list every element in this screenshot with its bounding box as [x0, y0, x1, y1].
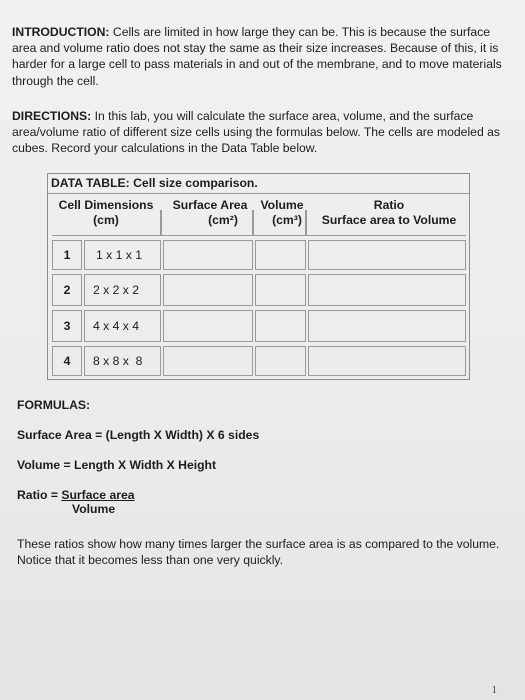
- table-row-4-num: 4: [63, 354, 71, 368]
- header-surface-area-unit: (cm²): [208, 213, 238, 227]
- formula-ratio-denominator: Volume: [72, 502, 116, 516]
- header-volume-label: Volume: [260, 198, 304, 212]
- page-number: 1: [491, 684, 497, 696]
- formula-volume: Volume = Length X Width X Height: [17, 458, 217, 472]
- header-cell-dims: [52, 210, 161, 236]
- header-surface-area-label: Surface Area: [172, 198, 248, 212]
- introduction-paragraph: [12, 24, 512, 89]
- directions-heading: DIRECTIONS:: [12, 109, 92, 123]
- directions-paragraph: [12, 108, 512, 157]
- formula-ratio-numerator: Surface area: [61, 488, 135, 502]
- table-row-3-volume[interactable]: [255, 310, 306, 342]
- ratio-notes: These ratios show how many times larger the surface area is as compared to the volume. Notice that it becomes less than one very quickly.: [17, 537, 500, 568]
- introduction-text: Cells are limited in how large they can be. This is because the surface area and volume ratio does not stay the same as their size increases. Because of this, it is harder for a large cell to pass materials in and out of the membrane, and to move materials through the cell.: [12, 25, 502, 88]
- formula-surface-area: Surface Area = (Length X Width) X 6 sides: [17, 428, 260, 442]
- directions-text: In this lab, you will calculate the surface area, volume, and the surface area/volume ratio of different size cells using the formulas below. The cells are modeled as cubes. Record your calculations in the Data Table below.: [12, 109, 500, 156]
- table-row-1-surface-area[interactable]: [163, 240, 253, 270]
- header-ratio-subtitle: Surface area to Volume: [321, 213, 457, 227]
- introduction-heading: INTRODUCTION:: [12, 25, 110, 39]
- table-row-4-volume[interactable]: [255, 346, 306, 376]
- table-row-3-num: 3: [63, 319, 71, 333]
- table-row-1-volume[interactable]: [255, 240, 306, 270]
- header-dimensions-unit: (cm): [93, 213, 119, 227]
- table-row-1-dims: 1 x 1 x 1: [96, 248, 143, 262]
- table-title-divider: [48, 193, 469, 194]
- formula-ratio-label: Ratio =: [17, 488, 62, 502]
- table-row-1-num: 1: [63, 248, 71, 262]
- header-dimensions-label: Cell Dimensions: [58, 198, 154, 212]
- table-row-2-ratio[interactable]: [308, 274, 466, 306]
- table-row-3-surface-area[interactable]: [163, 310, 253, 342]
- table-row-1-ratio[interactable]: [308, 240, 466, 270]
- header-cell-volume: [253, 210, 306, 236]
- formulas-heading: FORMULAS:: [17, 398, 91, 412]
- table-title: DATA TABLE: Cell size comparison.: [51, 176, 258, 190]
- table-row-2-volume[interactable]: [255, 274, 306, 306]
- header-volume-unit: (cm³): [272, 213, 302, 227]
- table-row-4-surface-area[interactable]: [163, 346, 253, 376]
- table-row-3-ratio[interactable]: [308, 310, 466, 342]
- table-row-4-dims: 8 x 8 x 8: [93, 354, 143, 368]
- formula-ratio: [17, 488, 135, 502]
- table-row-3-dims: 4 x 4 x 4: [93, 319, 140, 333]
- data-table: [47, 173, 470, 380]
- table-row-4-ratio[interactable]: [308, 346, 466, 376]
- table-row-2-num: 2: [63, 283, 71, 297]
- header-ratio-label: Ratio: [373, 198, 405, 212]
- header-cell-surface: [161, 210, 253, 236]
- table-row-2-surface-area[interactable]: [163, 274, 253, 306]
- header-cell-ratio: [306, 210, 466, 236]
- table-row-2-dims: 2 x 2 x 2: [93, 283, 140, 297]
